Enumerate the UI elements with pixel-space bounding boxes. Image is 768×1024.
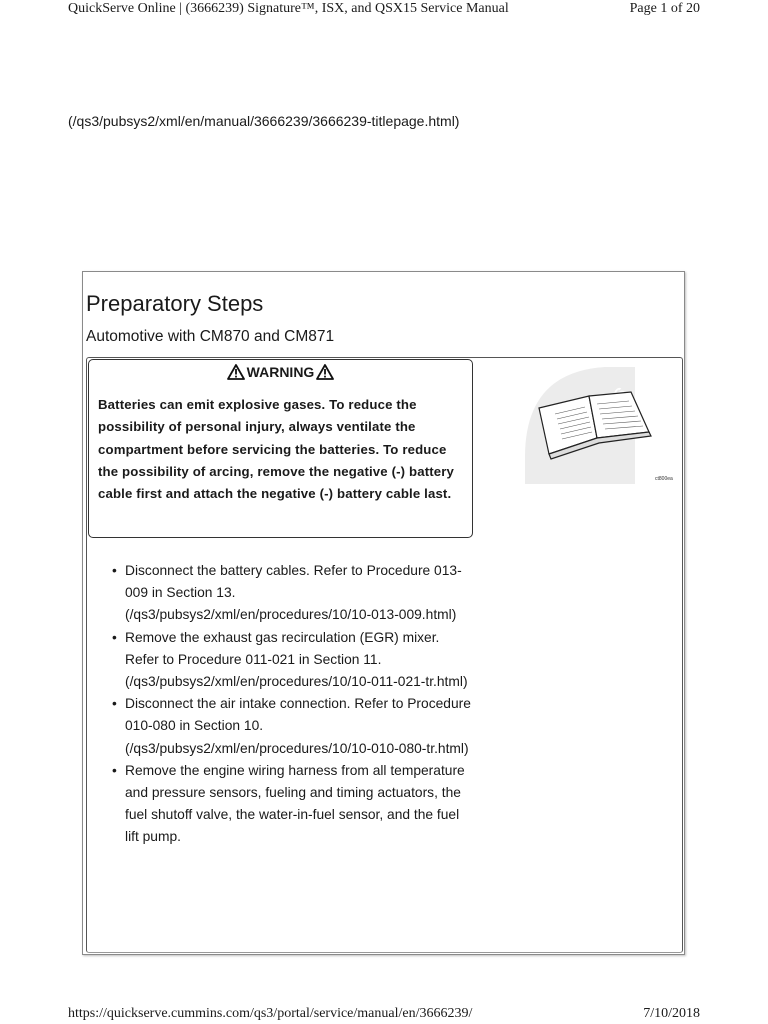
warning-box: [88, 359, 473, 538]
list-item: [112, 760, 472, 849]
procedure-subtitle: Automotive with CM870 and CM871: [86, 328, 335, 345]
warning-heading: [89, 364, 472, 380]
footer-date: 7/10/2018: [643, 1006, 700, 1021]
step-text[interactable]: Disconnect the air intake connection. Refer to Procedure 010-080 in Section 10. (/qs3/pubsys2/xml/en/procedures/10/10-010-080-tr.html): [125, 696, 471, 756]
step-text[interactable]: Disconnect the battery cables. Refer to Procedure 013-009 in Section 13. (/qs3/pubsys2/xml/en/procedures/10/10-013-009.html): [125, 563, 462, 623]
warning-triangle-icon: [227, 364, 245, 380]
bullet-icon: •: [112, 762, 117, 778]
header-document-title: QuickServe Online | (3666239) Signature™, ISX, and QSX15 Service Manual: [68, 1, 509, 16]
list-item: [112, 560, 472, 627]
footer-url: https://quickserve.cummins.com/qs3/portal/service/manual/en/3666239/: [68, 1006, 473, 1021]
procedure-title: Preparatory Steps: [86, 291, 264, 316]
bullet-icon: •: [112, 696, 117, 712]
list-item: [112, 693, 472, 760]
step-text[interactable]: Remove the exhaust gas recirculation (EGR) mixer. Refer to Procedure 011-021 in Section 11. (/qs3/pubsys2/xml/en/procedures/10/10-011-021-tr.html): [125, 629, 468, 690]
print-header: [68, 0, 700, 20]
step-text: Remove the engine wiring harness from all temperature and pressure sensors, fueling and timing actuators, the fuel shutoff valve, the water-in-fuel sensor, and the fuel lift pump.: [125, 762, 465, 845]
bullet-icon: •: [112, 563, 117, 578]
warning-text: Batteries can emit explosive gases. To reduce the possibility of personal injury, always ventilate the compartment before servicing the batteries. To reduce the possibility of arcing, remove the negative (-) battery cable first and attach the negative (-) battery cable last.: [98, 397, 455, 502]
bullet-icon: •: [112, 629, 117, 645]
figure-code: ct800ea: [655, 476, 673, 482]
titlepage-link[interactable]: (/qs3/pubsys2/xml/en/manual/3666239/3666239-titlepage.html): [68, 113, 460, 129]
procedure-steps: [112, 560, 472, 849]
header-page-number: Page 1 of 20: [629, 1, 700, 16]
warning-triangle-icon: [316, 364, 334, 380]
list-item: [112, 627, 472, 694]
warning-heading-label: WARNING: [246, 364, 315, 380]
service-manual-illustration: [505, 362, 677, 484]
